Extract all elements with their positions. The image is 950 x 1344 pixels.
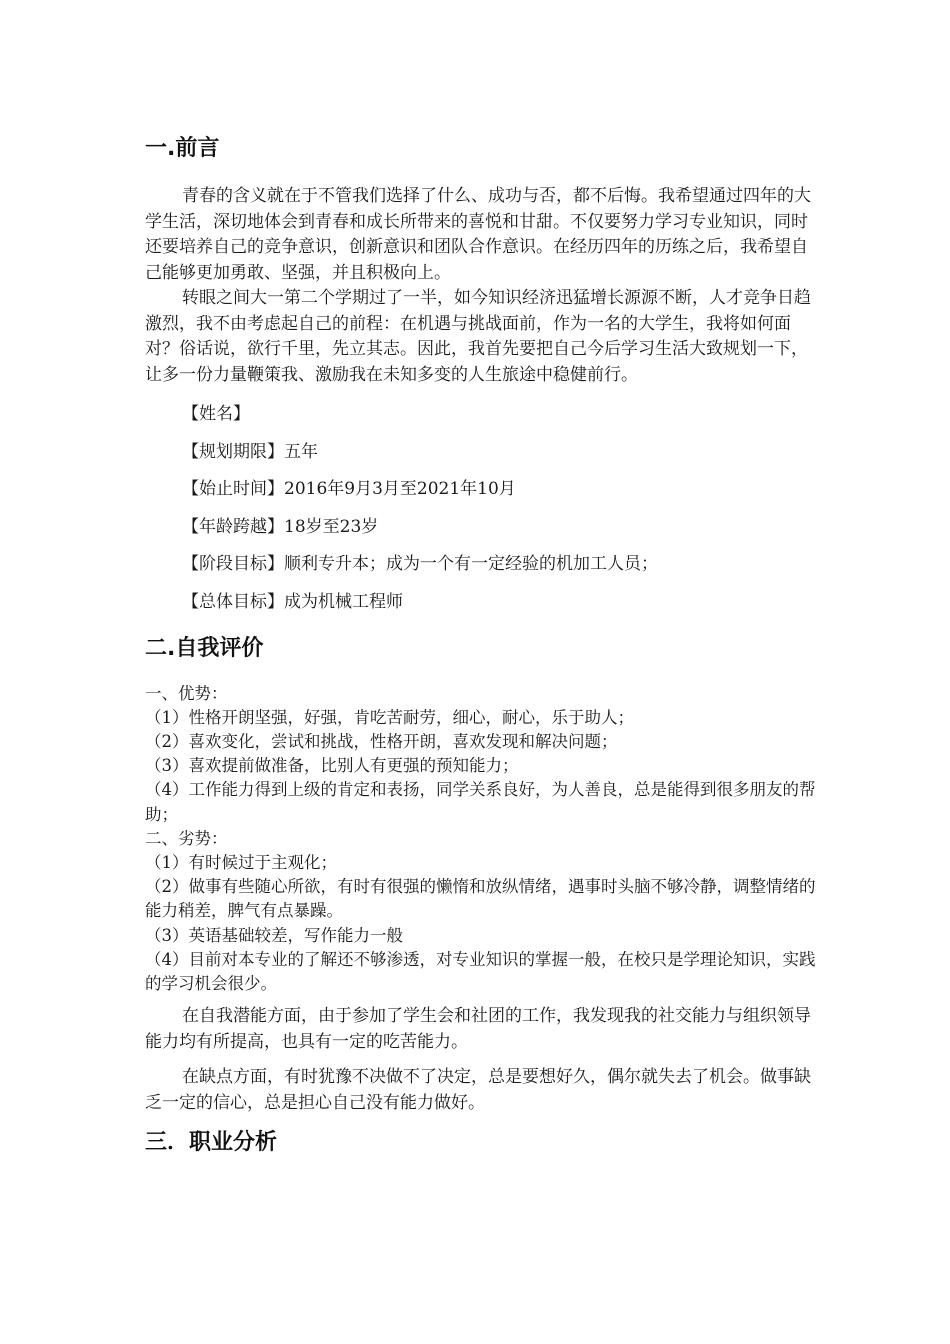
potential-paragraph: 在自我潜能方面，由于参加了学生会和社团的工作，我发现我的社交能力与组织领导能力均有所提高，也具有一定的吃苦能力。 [145, 1006, 811, 1052]
plan-fields [145, 396, 820, 622]
field-name: 【姓名】 [182, 404, 250, 424]
weaknesses-heading: 二、劣势： [145, 828, 228, 848]
list-item: （2）做事有些随心所欲，有时有很强的懒惰和放纵情绪，遇事时头脑不够冷静，调整情绪的能力稍差，脾气有点暴躁。 [145, 877, 816, 921]
strengths-heading: 一、优势： [145, 683, 228, 703]
intro-paragraph-1: 青春的含义就在于不管我们选择了什么、成功与否，都不后悔。我希望通过四年的大学生活，深切地体会到青春和成长所带来的喜悦和甘甜。不仅要努力学习专业知识，同时还要培养自己的竞争意识，创新意识和团队合作意识。在经历四年的历练之后，我希望自己能够更加勇敢、坚强，并且积极向上。 [145, 186, 811, 283]
field-stage-goal: 【阶段目标】顺利专升本；成为一个有一定经验的机加工人员； [182, 554, 658, 575]
strengths-weaknesses-list [145, 682, 820, 997]
list-item: （1）性格开朗坚强，好强，肯吃苦耐劳，细心，耐心，乐于助人； [145, 707, 634, 727]
field-overall-goal: 【总体目标】成为机械工程师 [182, 591, 403, 612]
list-item: （1）有时候过于主观化； [145, 852, 337, 872]
field-age-span: 【年龄跨越】18岁至23岁 [182, 516, 379, 537]
document-content [145, 134, 820, 1158]
field-plan-period: 【规划期限】五年 [182, 441, 318, 462]
field-time-span: 【始止时间】2016年9月3月至2021年10月 [182, 479, 516, 500]
intro-paragraph-2: 转眼之间大一第二个学期过了一半，如今知识经济迅猛增长源源不断，人才竞争日趋激烈，我不由考虑起自己的前程：在机遇与挑战面前，作为一名的大学生，我将如何面对？俗话说，欲行千里，先立其志。因此，我首先要把自己今后学习生活大致规划一下，让多一份力量鞭策我、激励我在未知多变的人生旅途中稳健前行。 [145, 288, 811, 385]
list-item: （4）工作能力得到上级的肯定和表扬，同学关系良好，为人善良，总是能得到很多朋友的帮助； [145, 780, 816, 824]
list-item: （3）英语基础较差，写作能力一般 [145, 925, 403, 945]
section-title-intro: 一.前言 [145, 136, 220, 161]
shortcomings-paragraph: 在缺点方面，有时犹豫不决做不了决定，总是要想好久，偶尔就失去了机会。做事缺乏一定的信心，总是担心自己没有能力做好。 [145, 1067, 811, 1113]
list-item: （3）喜欢提前做准备，比别人有更强的预知能力； [145, 756, 519, 776]
section-title-career-analysis: 三．职业分析 [145, 1130, 278, 1156]
list-item: （4）目前对本专业的了解还不够渗透，对专业知识的掌握一般，在校只是学理论知识，实践的学习机会很少。 [145, 949, 816, 993]
list-item: （2）喜欢变化，尝试和挑战，性格开朗，喜欢发现和解决问题； [145, 731, 618, 751]
section-title-self-evaluation: 二.自我评价 [145, 635, 264, 661]
